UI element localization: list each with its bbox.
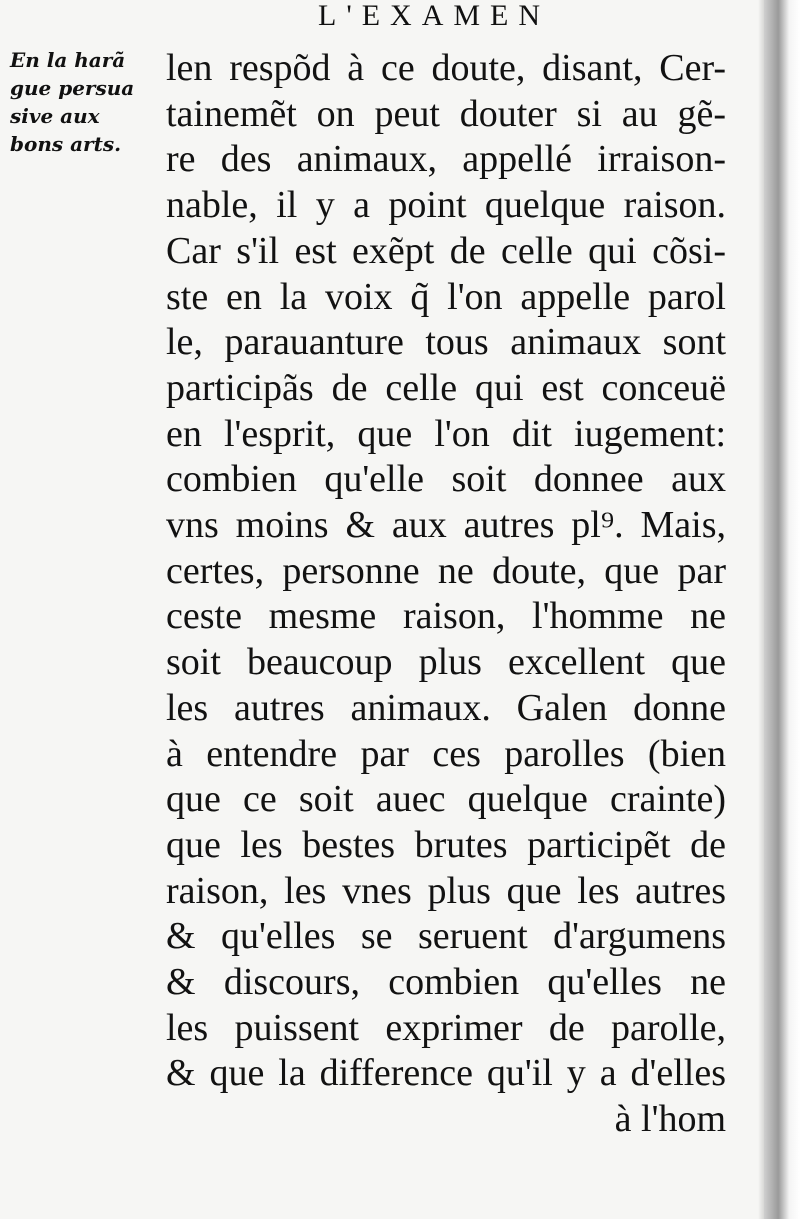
marginal-note-line: sive aux — [10, 104, 100, 128]
text-line: le, parauanture tous animaux sont — [166, 321, 726, 364]
body-text — [166, 46, 726, 1143]
text-line: en l'esprit, que l'on dit iugement: — [166, 412, 726, 455]
text-line: que les bestes brutes participẽt de — [166, 823, 726, 866]
text-line: les puissent exprimer de parolle, — [166, 1006, 726, 1049]
text-line: ste en la voix q̃ l'on appelle parol — [166, 275, 726, 318]
marginal-note-line: En la harã — [10, 48, 126, 72]
text-line: certes, personne ne doute, que par — [166, 549, 726, 592]
text-line: raison, les vnes plus que les autres — [166, 869, 726, 912]
page-edge — [764, 0, 800, 1219]
text-line: tainemẽt on peut douter si au gẽ- — [166, 92, 726, 135]
text-line: len respõd à ce doute, disant, Cer- — [166, 47, 726, 89]
text-line: re des animaux, appellé irraison- — [166, 138, 726, 181]
text-line: soit beaucoup plus excellent que — [166, 641, 726, 684]
text-line: & qu'elles se seruent d'argumens — [166, 915, 726, 958]
marginal-note — [10, 46, 160, 158]
marginal-note-line: gue persua — [10, 76, 135, 100]
text-line: ceste mesme raison, l'homme ne — [166, 595, 726, 638]
text-line: & que la difference qu'il y a d'elles — [166, 1052, 726, 1095]
running-head: L'EXAMEN — [318, 0, 551, 32]
text-line: nable, il y a point quelque raison. — [166, 184, 726, 227]
text-line-catchword: à l'hom — [614, 1098, 726, 1141]
text-line: les autres animaux. Galen donne — [166, 686, 726, 729]
text-line: combien qu'elle soit donnee aux — [166, 458, 726, 501]
text-line: & discours, combien qu'elles ne — [166, 961, 726, 1004]
text-line: Car s'il est exẽpt de celle qui cõsi- — [166, 229, 726, 272]
text-line: que ce soit auec quelque crainte) — [166, 778, 726, 821]
text-line: participãs de celle qui est conceuë — [166, 366, 726, 409]
text-line: à entendre par ces parolles (bien — [166, 732, 726, 775]
text-line: vns moins & aux autres pl⁹. Mais, — [166, 504, 726, 547]
marginal-note-line: bons arts. — [10, 132, 122, 156]
